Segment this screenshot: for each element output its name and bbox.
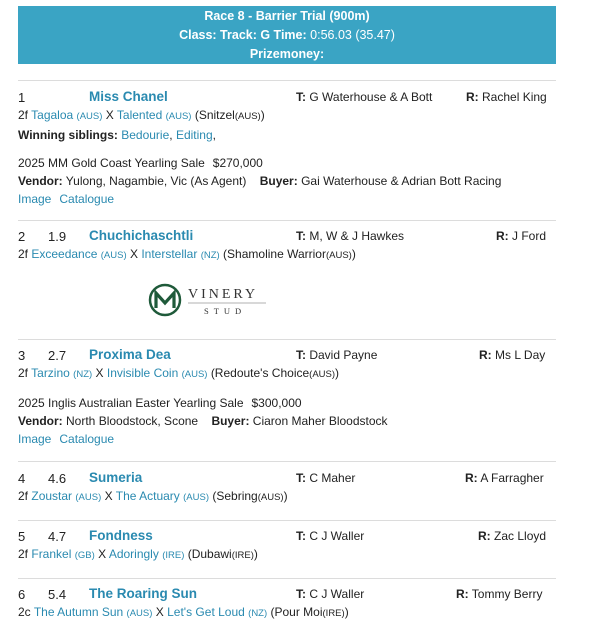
cross-label: X — [105, 108, 114, 122]
trainer-name: G Waterhouse & A Bott — [309, 90, 433, 104]
sire-country[interactable]: (AUS) — [75, 492, 102, 503]
pedigree: 2f Tarzino (NZ) X Invisible Coin (AUS) (Redoute's Choice(AUS)) — [18, 366, 340, 380]
trainer — [296, 529, 364, 543]
rider — [465, 471, 544, 485]
damsire: (Sebring — [212, 489, 258, 503]
winning-siblings: Winning siblings: Bedourie, Editing, — [18, 128, 216, 142]
divider — [18, 520, 556, 521]
runner-number: 3 — [18, 348, 26, 363]
trainer — [296, 229, 404, 243]
sale-price: $270,000 — [212, 156, 263, 170]
image-link[interactable]: Image — [18, 192, 52, 206]
dam-country[interactable]: (AUS) — [183, 492, 209, 503]
trainer-label: T: — [296, 471, 306, 485]
trainer — [296, 471, 355, 485]
sire-link[interactable]: The Autumn Sun — [33, 605, 124, 619]
race-class-track-time — [18, 26, 556, 45]
age-sex: 2f — [18, 247, 29, 261]
sire-link[interactable]: Tagaloa — [31, 108, 74, 122]
dam-country[interactable]: (NZ) — [248, 608, 268, 619]
media-links — [18, 190, 558, 208]
runner-number: 4 — [18, 471, 26, 486]
pedigree: 2f Zoustar (AUS) X The Actuary (AUS) (Sebring(AUS)) — [18, 489, 288, 503]
damsire-country: (AUS) — [234, 111, 261, 122]
vendor-buyer — [18, 412, 558, 430]
age-sex: 2f — [18, 489, 29, 503]
damsire: (Pour Moi — [270, 605, 323, 619]
runner-entry-3 — [18, 346, 558, 448]
vendor-name: Yulong, Nagambie, Vic (As Agent) — [65, 174, 247, 188]
runner-entry-2 — [18, 227, 558, 316]
damsire: (Snitzel — [194, 108, 235, 122]
pedigree: 2f Tagaloa (AUS) X Talented (AUS) (Snitzel(AUS)) — [18, 108, 265, 122]
damsire: (Dubawi — [187, 547, 232, 561]
sibling-link[interactable]: Editing — [175, 128, 213, 142]
damsire: (Redoute's Choice — [210, 366, 310, 380]
runner-number: 2 — [18, 229, 26, 244]
dam-link[interactable]: The Actuary — [115, 489, 180, 503]
runner-entry-6 — [18, 585, 558, 623]
dam-country[interactable]: (AUS) — [181, 369, 208, 380]
cross-label: X — [155, 605, 164, 619]
rider-name: Zac Lloyd — [494, 529, 547, 543]
age-sex: 2f — [18, 108, 29, 122]
horse-name-link[interactable]: Sumeria — [89, 470, 143, 485]
rider-name: J Ford — [512, 229, 547, 243]
damsire-country: (IRE) — [231, 550, 254, 561]
sire-country[interactable]: (NZ) — [73, 369, 93, 380]
rider-name: Rachel King — [482, 90, 547, 104]
horse-name-link[interactable]: Fondness — [89, 528, 153, 543]
sire-link[interactable]: Frankel — [31, 547, 72, 561]
rider — [478, 529, 546, 543]
runner-number: 6 — [18, 587, 26, 602]
trainer-name: M, W & J Hawkes — [309, 229, 405, 243]
age-sex: 2f — [18, 366, 29, 380]
sire-link[interactable]: Tarzino — [31, 366, 70, 380]
trainer-name: C J Waller — [309, 587, 365, 601]
sale-info — [18, 394, 558, 412]
rider-label: R: — [456, 587, 469, 601]
horse-name-link[interactable]: Proxima Dea — [89, 347, 171, 362]
dam-link[interactable]: Talented — [116, 108, 163, 122]
sibling-link[interactable]: Bedourie — [121, 128, 170, 142]
logo-text-bottom: STUD — [204, 306, 247, 316]
rider — [456, 587, 542, 601]
rider-label: R: — [466, 90, 479, 104]
vendor-label: Vendor: — [18, 174, 63, 188]
divider — [18, 461, 556, 462]
sale-info — [18, 154, 558, 172]
runner-entry-1 — [18, 88, 558, 208]
damsire-country: (AUS) — [325, 250, 352, 261]
dam-link[interactable]: Let's Get Loud — [167, 605, 245, 619]
damsire-country: (AUS) — [309, 369, 336, 380]
logo-text-top: VINERY — [188, 287, 259, 302]
runner-odds: 1.9 — [48, 229, 67, 244]
image-link[interactable]: Image — [18, 432, 52, 446]
trainer — [296, 90, 432, 104]
cross-label: X — [104, 489, 113, 503]
trainer-name: David Payne — [309, 348, 378, 362]
catalogue-link[interactable]: Catalogue — [59, 192, 115, 206]
rider-name: A Farragher — [480, 471, 544, 485]
sire-link[interactable]: Exceedance — [31, 247, 98, 261]
rider-label: R: — [479, 348, 492, 362]
horse-name-link[interactable]: Chuchichaschtli — [89, 228, 194, 243]
sire-link[interactable]: Zoustar — [31, 489, 73, 503]
rider-label: R: — [465, 471, 478, 485]
trainer-label: T: — [296, 90, 306, 104]
catalogue-link[interactable]: Catalogue — [59, 432, 115, 446]
sale-price: $300,000 — [251, 396, 302, 410]
media-links — [18, 430, 558, 448]
divider — [18, 339, 556, 340]
dam-link[interactable]: Adoringly — [108, 547, 159, 561]
cross-label: X — [129, 247, 138, 261]
cross-label: X — [95, 366, 104, 380]
rider-label: R: — [496, 229, 509, 243]
buyer-label: Buyer: — [211, 414, 250, 428]
runner-number: 1 — [18, 90, 26, 105]
trainer-label: T: — [296, 587, 306, 601]
rider-label: R: — [478, 529, 491, 543]
runner-entry-5 — [18, 527, 558, 565]
rider — [466, 90, 547, 104]
dam-country[interactable]: (IRE) — [162, 550, 185, 561]
rider-name: Tommy Berry — [471, 587, 543, 601]
vendor-label: Vendor: — [18, 414, 63, 428]
damsire-country: (IRE) — [322, 608, 345, 619]
horse-name-link[interactable]: The Roaring Sun — [89, 586, 197, 601]
buyer-name: Ciaron Maher Bloodstock — [252, 414, 388, 428]
damsire-country: (AUS) — [257, 492, 284, 503]
race-header — [18, 6, 556, 64]
age-sex: 2c — [18, 605, 31, 619]
divider — [18, 578, 556, 579]
pedigree: 2f Frankel (GB) X Adoringly (IRE) (Dubawi(IRE)) — [18, 547, 258, 561]
race-title: Race 8 - Barrier Trial (900m) — [204, 9, 370, 23]
sale-name: 2025 Inglis Australian Easter Yearling Sale — [18, 396, 244, 410]
runner-odds: 2.7 — [48, 348, 67, 363]
trainer-label: T: — [296, 229, 306, 243]
sire-country[interactable]: (AUS) — [76, 111, 103, 122]
trainer — [296, 587, 364, 601]
runner-entry-4 — [18, 469, 558, 507]
runner-odds: 4.7 — [48, 529, 67, 544]
sire-country[interactable]: (GB) — [74, 550, 95, 561]
dam-link[interactable]: Interstellar — [141, 247, 198, 261]
divider — [18, 220, 556, 221]
trainer-name: C Maher — [309, 471, 356, 485]
runner-odds: 5.4 — [48, 587, 67, 602]
buyer-name: Gai Waterhouse & Adrian Bott Racing — [301, 174, 502, 188]
buyer-label: Buyer: — [259, 174, 298, 188]
damsire: (Shamoline Warrior — [223, 247, 326, 261]
runner-number: 5 — [18, 529, 26, 544]
race-time: 0:56.03 (35.47) — [310, 28, 395, 42]
dam-link[interactable]: Invisible Coin — [106, 366, 179, 380]
dam-country[interactable]: (AUS) — [165, 111, 192, 122]
pedigree: 2c The Autumn Sun (AUS) X Let's Get Loud (NZ) (Pour Moi(IRE)) — [18, 605, 349, 619]
rider — [496, 229, 546, 243]
vinery-stud-logo[interactable] — [148, 281, 268, 319]
age-sex: 2f — [18, 547, 29, 561]
vendor-name: North Bloodstock, Scone — [66, 414, 199, 428]
dam-country[interactable]: (NZ) — [200, 250, 220, 261]
runner-odds: 4.6 — [48, 471, 67, 486]
prizemoney-label: Prizemoney: — [249, 47, 325, 61]
trainer-label: T: — [296, 348, 306, 362]
winning-siblings-label: Winning siblings: — [18, 128, 118, 142]
sale-name: 2025 MM Gold Coast Yearling Sale — [18, 156, 205, 170]
horse-name-link[interactable]: Miss Chanel — [89, 89, 168, 104]
pedigree: 2f Exceedance (AUS) X Interstellar (NZ) (Shamoline Warrior(AUS)) — [18, 247, 356, 261]
sire-country[interactable]: (AUS) — [100, 250, 127, 261]
trainer-label: T: — [296, 529, 306, 543]
race-class-label: Class: Track: G Time: — [179, 28, 311, 42]
rider — [479, 348, 545, 362]
rider-name: Ms L Day — [495, 348, 546, 362]
vendor-buyer — [18, 172, 558, 190]
trainer-name: C J Waller — [309, 529, 365, 543]
cross-label: X — [98, 547, 107, 561]
sire-country[interactable]: (AUS) — [126, 608, 153, 619]
divider — [18, 80, 556, 81]
trainer — [296, 348, 377, 362]
